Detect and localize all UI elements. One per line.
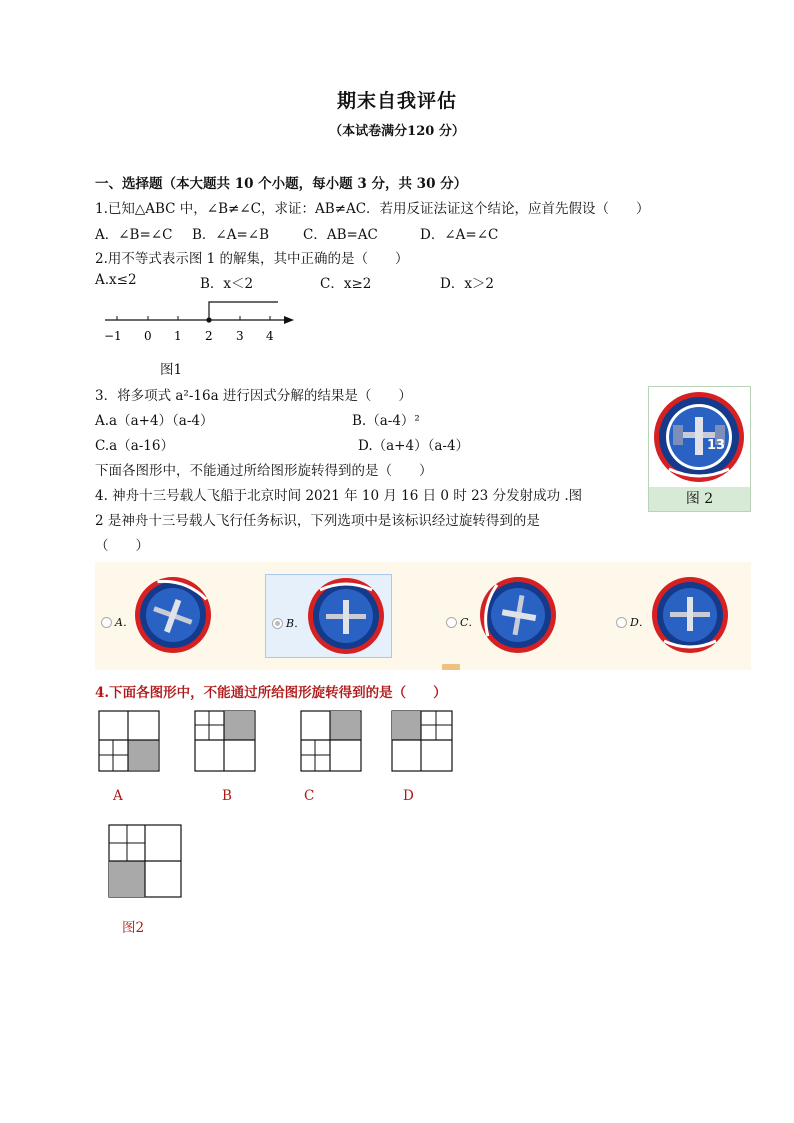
badge-options-panel [95,562,751,670]
grid-option-a-figure [98,710,160,772]
question-3-option-d: D.（a+4）（a-4） [358,438,470,454]
question-3-option-c: C.a（a-16） [95,438,174,454]
question-3-option-a: A.a（a+4）（a-4） [95,413,214,429]
grid-option-c-label: C [304,788,315,804]
option-c-badge-icon [478,575,558,655]
tick-label-neg1: −1 [104,329,122,343]
question-1-option-d: D．∠A=∠C [420,227,499,243]
question-1-option-c: C．AB=AC [303,227,378,243]
question-4b-stem: 4.下面各图形中，不能通过所给图形旋转得到的是（ ） [95,685,447,701]
tick-label-0: 0 [144,329,152,343]
svg-text:13: 13 [707,438,726,453]
question-1-option-a: A．∠B=∠C [95,227,173,243]
option-a-label: A． [115,616,134,629]
option-d[interactable] [610,574,750,656]
section-heading: 一、选择题（本大题共 10 个小题，每小题 3 分，共 30 分） [95,176,468,192]
question-2-option-a: A.x≤2 [95,272,137,288]
option-d-radio[interactable] [616,617,627,628]
number-line-figure [100,296,300,346]
grid-given-figure [108,824,184,900]
question-4-stem-line2: 2 是神舟十三号载人飞行任务标识，下列选项中是该标识经过旋转得到的是 [95,513,540,529]
page-title: 期末自我评估 [336,90,457,112]
option-c[interactable] [440,574,580,656]
option-a[interactable] [95,574,255,656]
figure-1-caption: 图1 [160,362,183,378]
page-subtitle: （本试卷满分120 分） [329,124,465,139]
question-3-stem: 3．将多项式 a²-16a 进行因式分解的结果是（ ） [95,388,412,404]
grid-option-a-label: A [113,788,123,804]
question-4-stem-line1: 4. 神舟十三号载人飞船于北京时间 2021 年 10 月 16 日 0 时 23 分发射成功 .图 [95,488,583,504]
mission-badge-figure [648,386,751,512]
option-b-radio[interactable] [272,618,283,629]
option-c-label: C． [460,616,480,629]
question-2-option-d: D．x＞2 [440,276,495,292]
option-c-radio[interactable] [446,617,457,628]
question-1-stem: 1.已知△ABC 中，∠B≠∠C，求证：AB≠AC．若用反证法证这个结论，应首先假设（ ） [95,201,650,217]
solution-set-bracket [209,302,278,320]
option-b-badge-icon [306,576,386,656]
tick-label-1: 1 [174,329,182,343]
option-a-radio[interactable] [101,617,112,628]
grid-option-d-label: D [403,788,414,804]
option-a-badge-icon [133,575,213,655]
option-d-label: D． [630,616,650,629]
option-d-badge-icon [650,575,730,655]
solution-point [206,317,211,322]
question-2-option-c: C．x≥2 [320,276,372,292]
rotation-question-line: 下面各图形中，不能通过所给图形旋转得到的是（ ） [95,463,433,479]
tick-label-4: 4 [266,329,274,343]
number-line-ticks [117,316,270,320]
number-line-arrow [284,316,294,324]
tick-label-3: 3 [236,329,244,343]
question-3-option-b: B.（a-4）² [352,413,420,429]
tick-label-2: 2 [205,329,213,343]
option-b[interactable] [265,574,392,658]
grid-option-b-figure [194,710,256,772]
question-2-stem: 2.用不等式表示图 1 的解集，其中正确的是（ ） [95,251,409,267]
option-b-label: B． [286,617,306,630]
decorative-tag [442,664,460,670]
question-4-stem-line3: （ ） [95,538,149,554]
mission-badge-icon [649,387,750,487]
figure-2-caption: 图 2 [649,487,750,511]
question-1-option-b: B．∠A=∠B [192,227,270,243]
grid-option-d-figure [391,710,453,772]
grid-figure-caption: 图2 [122,920,145,936]
grid-option-b-label: B [222,788,232,804]
question-2-option-b: B．x＜2 [200,276,254,292]
grid-option-c-figure [300,710,362,772]
